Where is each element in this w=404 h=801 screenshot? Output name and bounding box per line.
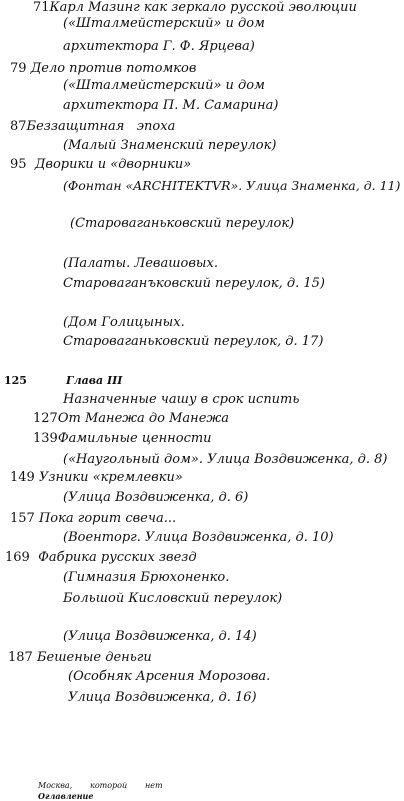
- page-number: 127: [33, 411, 58, 426]
- entry-title: Фабрика русских звезд: [38, 550, 197, 565]
- page-number: 95: [10, 157, 27, 172]
- entry-title: От Манежа до Манежа: [57, 411, 229, 426]
- entry-title: Фамильные ценности: [57, 431, 212, 446]
- entry-title: Бешеные деньги: [36, 650, 152, 665]
- entry-title: Дело против потомков: [30, 61, 197, 76]
- chapter-page-number: 125: [4, 374, 27, 387]
- page-number: 87: [10, 119, 27, 134]
- page-number: 187: [8, 650, 33, 665]
- page-number: 71: [33, 0, 50, 15]
- entry-subtitle: (Улица Воздвиженка, д. 6): [63, 490, 249, 505]
- entry-subtitle: (Особняк Арсения Морозова.: [68, 669, 271, 684]
- entry-subtitle: Большой Кисловский переулок): [63, 591, 283, 606]
- entry-subtitle: (Фонтан «ARCHITEKTVR». Улица Знаменка, д. 11): [63, 178, 401, 193]
- location-line: (Дом Голицыных.: [63, 315, 185, 330]
- toc-entry-139: [33, 431, 212, 447]
- location-line: (Староваганьковский переулок): [70, 216, 295, 231]
- page-number: 157: [10, 511, 35, 526]
- page-number: 139: [33, 431, 58, 446]
- entry-subtitle: («Наугольный дом». Улица Воздвиженка, д. 8): [63, 452, 388, 467]
- page-number: 169: [5, 550, 30, 565]
- footer-word: нет: [144, 781, 163, 790]
- entry-subtitle: архитектора П. М. Самарина): [63, 98, 279, 113]
- running-footer: [38, 781, 163, 790]
- toc-entry-79: [10, 61, 196, 77]
- entry-subtitle: Улица Воздвиженка, д. 16): [68, 690, 257, 705]
- page-number: 79: [10, 61, 27, 76]
- entry-subtitle: («Шталмейстерский» и дом: [63, 78, 265, 93]
- location-line: Староваганьковский переулок, д. 17): [63, 334, 324, 349]
- toc-entry-87: [10, 119, 175, 135]
- footer-word: Москва,: [38, 781, 73, 790]
- entry-title: Пока горит свеча...: [38, 511, 177, 526]
- toc-entry-71: [33, 0, 357, 16]
- toc-entry-169: [5, 550, 197, 566]
- toc-entry-127: [33, 411, 229, 427]
- footer-section-title: Оглавление: [38, 791, 94, 801]
- footer-word: которой: [90, 781, 128, 790]
- toc-entry-157: [10, 511, 176, 527]
- entry-subtitle: («Шталмейстерский» и дом: [63, 16, 265, 31]
- entry-subtitle: архитектора Г. Ф. Ярцева): [63, 39, 255, 54]
- page-number: 149: [10, 470, 35, 485]
- entry-subtitle: (Гимназия Брюхоненко.: [63, 570, 230, 585]
- location-line: (Улица Воздвиженка, д. 14): [63, 629, 257, 644]
- entry-title: Узники «кремлевки»: [38, 470, 183, 485]
- entry-subtitle: (Малый Знаменский переулок): [63, 138, 277, 153]
- toc-entry-149: [10, 470, 183, 486]
- location-line: Староваганъковский переулок, д. 15): [63, 276, 325, 291]
- entry-title: Дворики и «дворники»: [34, 157, 192, 172]
- entry-subtitle: (Военторг. Улица Воздвиженка, д. 10): [63, 530, 334, 545]
- location-line: (Палаты. Левашовых.: [63, 256, 218, 271]
- entry-title: Карл Мазинг как зеркало русской эволюции: [49, 0, 357, 15]
- chapter-label: Глава III: [66, 374, 123, 387]
- toc-entry-187: [8, 650, 152, 666]
- toc-entry-95: [10, 157, 191, 173]
- entry-title: Беззащитная эпоха: [26, 119, 176, 134]
- chapter-title: Назначенные чашу в срок испить: [63, 392, 300, 407]
